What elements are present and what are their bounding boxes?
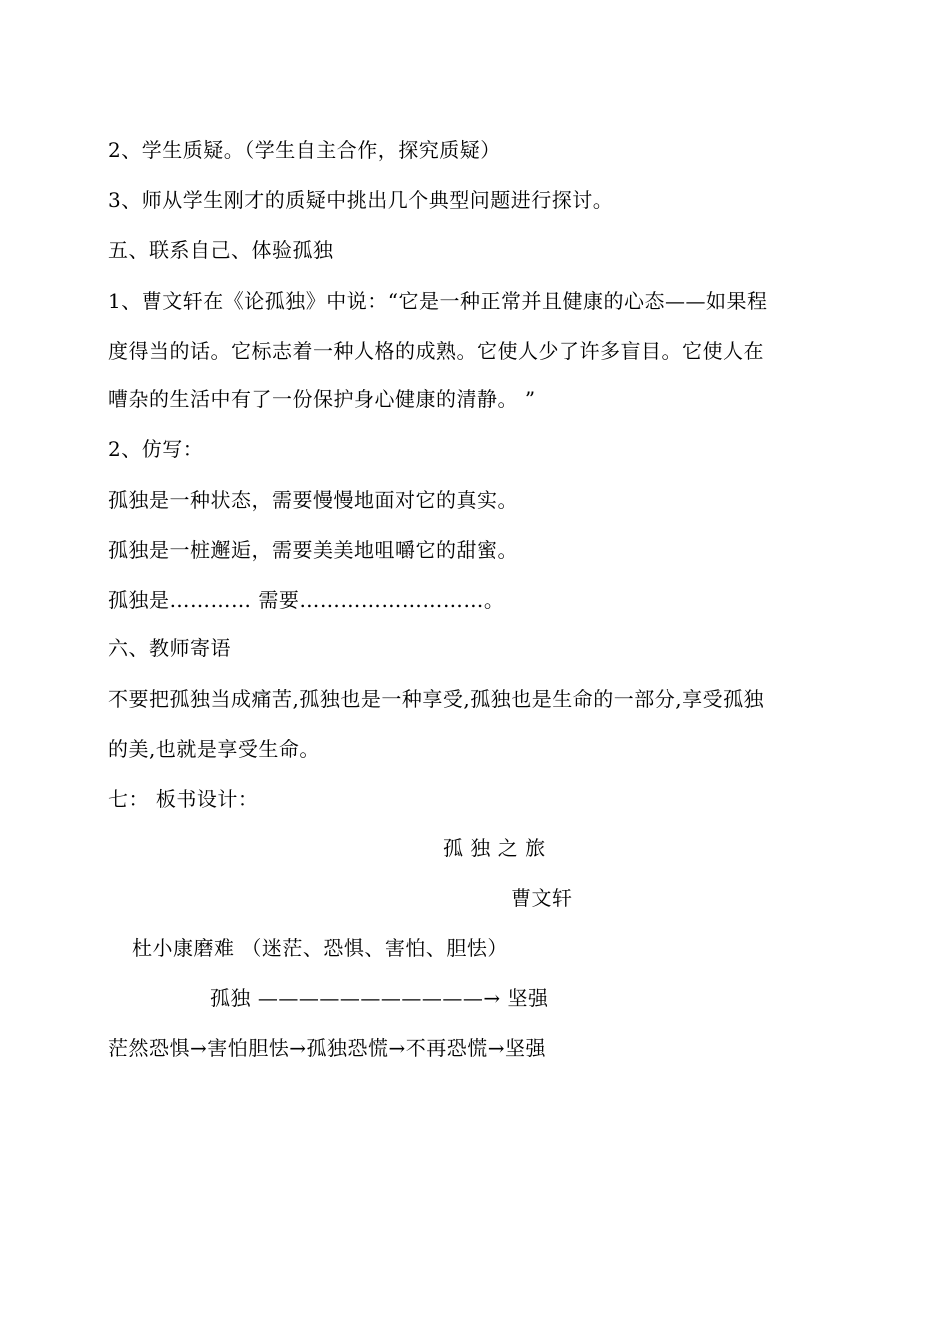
board-line-lonely-to-strong: 孤独 ———————————→ 坚强 xyxy=(210,986,549,1010)
quote-line-3: 嘈杂的生活中有了一份保护身心健康的清静。 ” xyxy=(108,387,536,411)
paragraph-imitation-label: 2、仿写： xyxy=(108,437,204,461)
quote-line-2: 度得当的话。它标志着一种人格的成熟。它使人少了许多盲目。它使人在 xyxy=(108,339,764,363)
board-author: 曹文轩 xyxy=(511,886,573,910)
quote-line-1: 1、曹文轩在《论孤独》中说：“它是一种正常并且健康的心态——如果程 xyxy=(108,289,768,313)
teacher-message-line-2: 的美,也就是享受生命。 xyxy=(108,737,320,761)
teacher-message-line-1: 不要把孤独当成痛苦,孤独也是一种享受,孤独也是生命的一部分,享受孤独 xyxy=(108,687,765,711)
heading-section-six: 六、教师寄语 xyxy=(108,636,231,660)
imitation-template: 孤独是………… 需要………………………。 xyxy=(108,588,505,612)
heading-section-seven: 七： 板书设计： xyxy=(108,787,259,811)
board-title: 孤 独 之 旅 xyxy=(443,836,546,860)
paragraph-student-questions: 2、学生质疑。（学生自主合作，探究质疑） xyxy=(108,138,501,162)
imitation-example-2: 孤独是一桩邂逅，需要美美地咀嚼它的甜蜜。 xyxy=(108,538,518,562)
imitation-example-1: 孤独是一种状态，需要慢慢地面对它的真实。 xyxy=(108,488,518,512)
board-line-progression: 茫然恐惧→害怕胆怯→孤独恐慌→不再恐慌→坚强 xyxy=(108,1036,547,1060)
board-line-hardship: 杜小康磨难 （迷茫、恐惧、害怕、胆怯） xyxy=(132,936,508,960)
heading-section-five: 五、联系自己、体验孤独 xyxy=(108,238,334,262)
paragraph-teacher-discussion: 3、师从学生刚才的质疑中挑出几个典型问题进行探讨。 xyxy=(108,188,614,212)
